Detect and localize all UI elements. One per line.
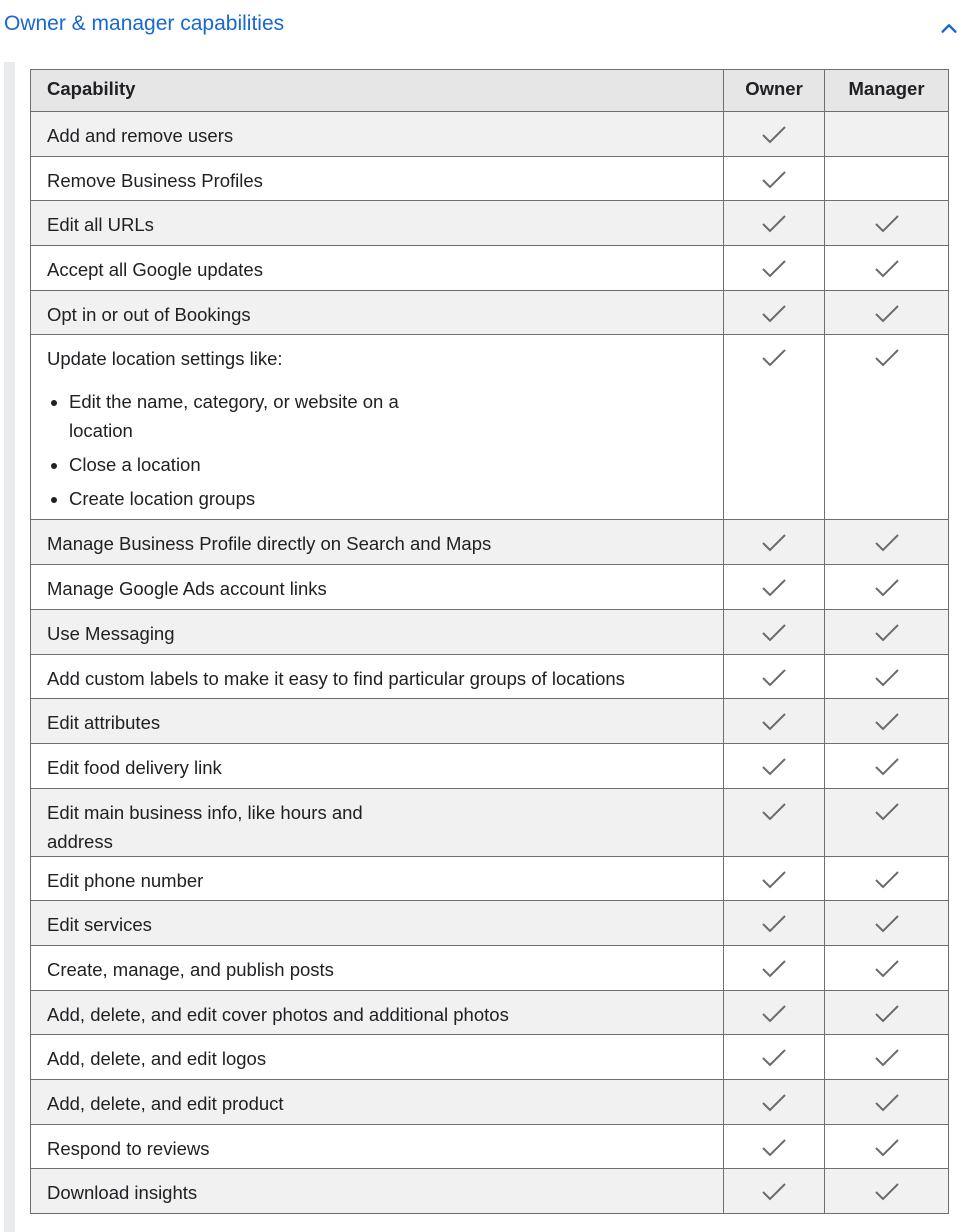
manager-cell — [825, 1035, 949, 1080]
manager-cell — [825, 335, 949, 520]
capability-label: Download insights — [47, 1182, 198, 1204]
capability-cell — [31, 201, 724, 246]
check-icon — [874, 303, 900, 325]
owner-cell — [724, 565, 825, 610]
capability-bullet-list — [47, 387, 707, 513]
manager-cell — [825, 290, 949, 335]
check-icon — [874, 347, 900, 369]
manager-cell — [825, 856, 949, 901]
owner-cell — [724, 856, 825, 901]
check-icon — [761, 958, 787, 980]
capability-label: Edit main business info, like hours and address — [47, 801, 363, 852]
manager-cell — [825, 945, 949, 990]
check-icon — [874, 532, 900, 554]
manager-cell — [825, 788, 949, 856]
manager-cell — [825, 565, 949, 610]
owner-cell — [724, 112, 825, 157]
check-icon — [761, 1047, 787, 1069]
capability-cell — [31, 609, 724, 654]
capability-bullet-item: • Create location groups — [69, 484, 707, 513]
capability-cell — [31, 1124, 724, 1169]
manager-cell — [825, 990, 949, 1035]
owner-cell — [724, 1124, 825, 1169]
capability-cell — [31, 699, 724, 744]
check-icon — [761, 869, 787, 891]
table-row — [31, 1169, 949, 1214]
capability-cell — [31, 1169, 724, 1214]
table-row — [31, 990, 949, 1035]
capability-cell — [31, 654, 724, 699]
capability-label: Edit phone number — [47, 869, 204, 891]
capability-cell — [31, 156, 724, 201]
capability-label: Respond to reviews — [47, 1137, 210, 1159]
capability-label: Add, delete, and edit cover photos and additional photos — [47, 1003, 509, 1025]
capability-cell — [31, 290, 724, 335]
table-row — [31, 520, 949, 565]
check-icon — [761, 711, 787, 733]
column-header-capability: Capability — [31, 70, 724, 112]
capability-cell — [31, 743, 724, 788]
column-header-owner: Owner — [724, 70, 825, 112]
capability-label: Create, manage, and publish posts — [47, 958, 334, 980]
table-row — [31, 156, 949, 201]
capability-label: Add, delete, and edit logos — [47, 1048, 267, 1070]
owner-cell — [724, 520, 825, 565]
owner-cell — [724, 699, 825, 744]
capability-bullet-item: • Edit the name, category, or website on a location — [69, 387, 414, 445]
section-header[interactable] — [0, 0, 979, 52]
check-icon — [761, 756, 787, 778]
manager-cell — [825, 901, 949, 946]
capability-cell — [31, 1080, 724, 1125]
capability-label: Edit all URLs — [47, 214, 154, 236]
section-left-rule — [4, 62, 15, 1232]
table-row — [31, 565, 949, 610]
manager-cell — [825, 1080, 949, 1125]
check-icon — [874, 577, 900, 599]
check-icon — [874, 958, 900, 980]
table-row — [31, 901, 949, 946]
manager-cell — [825, 112, 949, 157]
check-icon — [761, 667, 787, 689]
capability-bullet-item: • Close a location — [69, 450, 707, 479]
owner-cell — [724, 1035, 825, 1080]
owner-cell — [724, 246, 825, 291]
manager-cell — [825, 743, 949, 788]
check-icon — [761, 801, 787, 823]
capability-label: Manage Google Ads account links — [47, 578, 327, 600]
table-row — [31, 246, 949, 291]
capability-cell — [31, 246, 724, 291]
table-row — [31, 290, 949, 335]
manager-cell — [825, 201, 949, 246]
capability-cell — [31, 990, 724, 1035]
table-row — [31, 856, 949, 901]
capability-label: Remove Business Profiles — [47, 169, 263, 191]
capability-label: Edit attributes — [47, 712, 161, 734]
owner-cell — [724, 290, 825, 335]
capability-label: Add and remove users — [47, 125, 234, 146]
capability-cell — [31, 112, 724, 157]
table-row — [31, 112, 949, 157]
capability-cell — [31, 788, 724, 856]
table-header-row — [31, 70, 949, 112]
owner-cell — [724, 335, 825, 520]
check-icon — [874, 1003, 900, 1025]
owner-cell — [724, 609, 825, 654]
capability-label: Accept all Google updates — [47, 259, 263, 281]
capability-cell — [31, 565, 724, 610]
owner-cell — [724, 1169, 825, 1214]
owner-cell — [724, 945, 825, 990]
manager-cell — [825, 609, 949, 654]
check-icon — [874, 869, 900, 891]
capability-label: Opt in or out of Bookings — [47, 303, 251, 325]
owner-cell — [724, 743, 825, 788]
owner-cell — [724, 156, 825, 201]
check-icon — [874, 711, 900, 733]
check-icon — [761, 1181, 787, 1203]
owner-cell — [724, 901, 825, 946]
check-icon — [874, 258, 900, 280]
capability-label: Edit services — [47, 914, 152, 936]
capability-cell — [31, 335, 724, 520]
manager-cell — [825, 1169, 949, 1214]
column-header-manager: Manager — [825, 70, 949, 112]
table-row — [31, 1035, 949, 1080]
capability-cell — [31, 1035, 724, 1080]
table-row — [31, 654, 949, 699]
manager-cell — [825, 654, 949, 699]
capability-label: Manage Business Profile directly on Search and Maps — [47, 533, 492, 555]
check-icon — [761, 303, 787, 325]
table-row — [31, 335, 949, 520]
capability-cell — [31, 901, 724, 946]
owner-cell — [724, 990, 825, 1035]
owner-cell — [724, 1080, 825, 1125]
check-icon — [874, 756, 900, 778]
table-row — [31, 609, 949, 654]
check-icon — [761, 347, 787, 369]
capability-cell — [31, 520, 724, 565]
table-body — [31, 112, 949, 1214]
check-icon — [761, 258, 787, 280]
check-icon — [761, 532, 787, 554]
table-row — [31, 945, 949, 990]
check-icon — [874, 667, 900, 689]
check-icon — [761, 913, 787, 935]
check-icon — [874, 913, 900, 935]
check-icon — [761, 1003, 787, 1025]
check-icon — [874, 801, 900, 823]
section-title[interactable]: Owner & manager capabilities — [4, 12, 285, 35]
check-icon — [761, 577, 787, 599]
manager-cell — [825, 246, 949, 291]
table-row — [31, 699, 949, 744]
table-row — [31, 743, 949, 788]
owner-cell — [724, 788, 825, 856]
check-icon — [761, 1137, 787, 1159]
check-icon — [874, 622, 900, 644]
check-icon — [874, 1047, 900, 1069]
check-icon — [761, 169, 787, 191]
check-icon — [874, 213, 900, 235]
capability-label: Add, delete, and edit product — [47, 1093, 284, 1114]
capability-cell — [31, 945, 724, 990]
capability-label: Use Messaging — [47, 622, 175, 644]
capability-label: Edit food delivery link — [47, 756, 222, 778]
check-icon — [761, 1092, 787, 1114]
check-icon — [874, 1137, 900, 1159]
check-icon — [874, 1181, 900, 1203]
manager-cell — [825, 156, 949, 201]
capability-label: Update location settings like: — [47, 348, 283, 370]
check-icon — [761, 213, 787, 235]
check-icon — [761, 622, 787, 644]
owner-cell — [724, 654, 825, 699]
manager-cell — [825, 1124, 949, 1169]
capability-cell — [31, 856, 724, 901]
table-row — [31, 201, 949, 246]
table-row — [31, 788, 949, 856]
check-icon — [874, 1092, 900, 1114]
check-icon — [761, 124, 787, 146]
chevron-up-icon[interactable] — [938, 17, 960, 39]
manager-cell — [825, 699, 949, 744]
manager-cell — [825, 520, 949, 565]
capability-label: Add custom labels to make it easy to find particular groups of locations — [47, 667, 625, 689]
owner-cell — [724, 201, 825, 246]
table-row — [31, 1080, 949, 1125]
capabilities-table — [30, 69, 949, 1214]
table-row — [31, 1124, 949, 1169]
